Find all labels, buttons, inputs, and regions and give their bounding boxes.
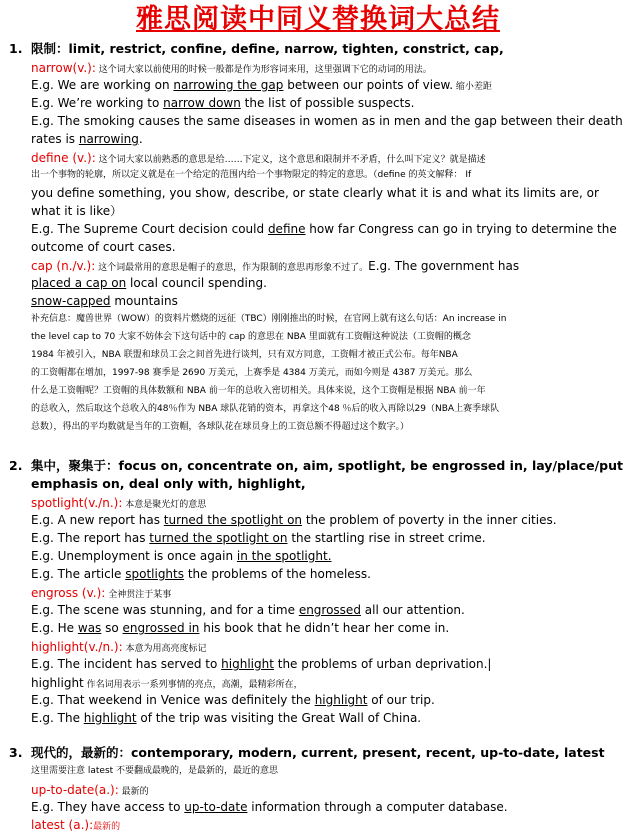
example-line	[31, 565, 371, 583]
underlined-phrase: highlight	[221, 657, 274, 671]
underlined-phrase: up-to-date	[184, 800, 248, 814]
underlined-phrase: was	[77, 621, 102, 635]
example-line	[31, 220, 617, 238]
text: of the trip was visiting the Great Wall of China.	[136, 711, 422, 725]
note-line: 什么是工资帽呢？工资帽的具体数额和 NBA 前一年的总收入密切相关。具体来说，这个工资帽是根据 NBA 前一年	[31, 386, 486, 396]
heading-cn: 现代的，最新的：	[31, 745, 132, 760]
term: spotlight(v./n.):	[31, 496, 123, 510]
note: 最新的	[93, 822, 121, 832]
note-line: 1984 年被引入，NBA 联盟和球员工会之间首先进行谈判，只有双方同意，工资帽才被正式公布。每年NBA	[31, 350, 458, 360]
text: information through a computer database.	[247, 800, 508, 814]
term: narrow(v.):	[31, 61, 96, 75]
text: the problem of poverty in the inner cities.	[302, 513, 557, 527]
underlined-phrase: engrossed in	[122, 621, 200, 635]
text: his book that he didn’t hear her come in.	[199, 621, 450, 635]
term: engross (v.):	[31, 586, 106, 600]
text: between our points of view.	[283, 78, 454, 92]
heading-en: focus on, concentrate on, aim, spotlight, be engrossed in, lay/place/put	[118, 458, 623, 473]
section-2-heading	[9, 457, 623, 475]
section-1-heading	[9, 40, 504, 58]
page-title: 雅思阅读中同义替换词大总结	[136, 4, 500, 35]
text: E.g. That weekend in Venice was definitely the	[31, 693, 315, 707]
note: 本意为用高亮度标记	[122, 644, 207, 654]
note: 缩小差距	[453, 82, 492, 92]
text: the startling rise in street crime.	[287, 531, 486, 545]
underlined-phrase: snow-capped	[31, 294, 111, 308]
example-line	[31, 529, 486, 547]
example-line	[31, 655, 491, 673]
underlined-phrase: turned the spotlight on	[163, 513, 303, 527]
note-line: 出一个事物的轮廓，所以定义就是在一个给定的范围内给一个事物限定的特定的意思。（define 的英文解释： If	[31, 170, 472, 180]
section-3-line	[31, 815, 120, 836]
note-line: what it is like）	[31, 204, 123, 218]
underlined-phrase: turned the spotlight on	[149, 531, 288, 545]
note: 全神贯注于某事	[105, 590, 172, 600]
section-number: 1.	[9, 41, 23, 56]
heading-en: limit, restrict, confine, define, narrow, tighten, constrict, cap,	[68, 41, 504, 56]
text: local council spending.	[126, 276, 267, 290]
text: E.g. We’re working to	[31, 96, 164, 110]
text: all our attention.	[360, 603, 465, 617]
term: up-to-date(a.):	[31, 783, 119, 797]
underlined-phrase: spotlights	[125, 567, 184, 581]
term: cap (n./v.):	[31, 259, 96, 273]
example-line	[31, 601, 465, 619]
text: E.g. He	[31, 621, 78, 635]
note-line: 总数），得出的平均数就是当年的工资帽，各球队花在球员身上的工资总额不得超过这个数字。）	[31, 422, 410, 432]
term: latest (a.):	[31, 818, 94, 832]
text: E.g. The incident has served to	[31, 657, 222, 671]
underlined-phrase: engrossed	[298, 603, 361, 617]
section-number: 2.	[9, 458, 23, 473]
text: E.g. We are working on	[31, 78, 174, 92]
text: highlight	[31, 676, 84, 690]
heading-cn: 集中，聚集于：	[31, 458, 119, 473]
example-line: outcome of court cases.	[31, 240, 176, 254]
note-line: 补充信息：魔兽世界（WOW）的资料片燃烧的远征（TBC）刚刚推出的时候，在官网上就有这么句话：An increase in	[31, 314, 507, 324]
example-line	[31, 76, 492, 96]
text: E.g. The scene was stunning, and for a time	[31, 603, 299, 617]
note: 最新的	[118, 787, 149, 797]
text: E.g. The Supreme Court decision could	[31, 222, 268, 236]
example-line	[31, 691, 435, 709]
heading-cn: 限制：	[31, 41, 69, 56]
text: .	[138, 132, 143, 146]
note: 这个词大家以前使用的时候一般都是作为形容词来用，这里强调下它的动词的用法。	[95, 65, 432, 75]
example-line	[31, 292, 178, 310]
text: E.g. They have access to	[31, 800, 185, 814]
note: 这个词最常用的意思是帽子的意思，作为限制的意思再形象不过了。	[95, 263, 369, 273]
term: define (v.):	[31, 151, 96, 165]
example-line: E.g. The smoking causes the same diseases in women as in men and the gap between their death	[31, 114, 623, 128]
text: E.g. The article	[31, 567, 126, 581]
underlined-phrase: in the spotlight.	[236, 549, 332, 563]
note-line: 的工资帽都在增加，1997-98 赛季是 2690 万美元，上赛季是 4384 万美元，而如今则是 4387 万美元。那么	[31, 368, 473, 378]
example-line	[31, 547, 332, 565]
text: how far Congress can go in trying to determine the	[305, 222, 617, 236]
text: rates is	[31, 132, 79, 146]
term: highlight(v./n.):	[31, 640, 123, 654]
underlined-phrase: placed a cap on	[31, 276, 127, 290]
underlined-phrase: highlight	[314, 693, 368, 707]
text: the list of possible suspects.	[240, 96, 415, 110]
underlined-phrase: narrowing the gap	[173, 78, 284, 92]
underlined-phrase: define	[267, 222, 306, 236]
text: E.g. The	[31, 711, 84, 725]
example-line	[31, 798, 508, 816]
section-3-heading	[9, 744, 605, 762]
note: 这个词大家以前熟悉的意思是给……下定义，这个意思和限制并不矛盾，什么叫下定义？就是描述	[95, 155, 486, 165]
example-line	[31, 130, 143, 148]
section-2-heading-cont: emphasis on, deal only with, highlight,	[31, 476, 306, 491]
note-line: you define something, you show, describe, or state clearly what it is and what its limits are, or	[31, 186, 599, 200]
example-line	[31, 709, 421, 727]
text: the problems of urban deprivation.|	[273, 657, 492, 671]
example-line	[31, 511, 557, 529]
text: E.g. The report has	[31, 531, 150, 545]
underlined-phrase: narrow down	[163, 96, 241, 110]
text: E.g. The government has	[368, 259, 520, 273]
text: the problems of the homeless.	[184, 567, 371, 581]
note-line: 的总收入，然后取这个总收入的48％作为 NBA 球队花销的资本，再拿这个48 ％后的收入再除以29（NBA上赛季球队	[31, 404, 500, 414]
note-line: 这里需要注意 latest 不要翻成最晚的，是最新的，最近的意思	[31, 766, 279, 776]
text: so	[101, 621, 123, 635]
note: 作名词用表示一系列事情的亮点，高潮，最精彩所在，	[83, 680, 303, 690]
note-line: the level cap to 70 大家不妨体会下这句话中的 cap 的意思在 NBA 里面就有工资帽这种说法（工资帽的概念	[31, 332, 471, 342]
section-number: 3.	[9, 745, 23, 760]
text: E.g. Unemployment is once again	[31, 549, 237, 563]
text: mountains	[110, 294, 178, 308]
example-line	[31, 274, 267, 292]
underlined-phrase: highlight	[83, 711, 137, 725]
example-line	[31, 619, 449, 637]
underlined-phrase: narrowing	[78, 132, 139, 146]
text: E.g. A new report has	[31, 513, 164, 527]
note: 本意是聚光灯的意思	[122, 500, 207, 510]
text: of our trip.	[367, 693, 435, 707]
heading-en: contemporary, modern, current, present, recent, up-to-date, latest	[131, 745, 605, 760]
example-line	[31, 94, 414, 112]
